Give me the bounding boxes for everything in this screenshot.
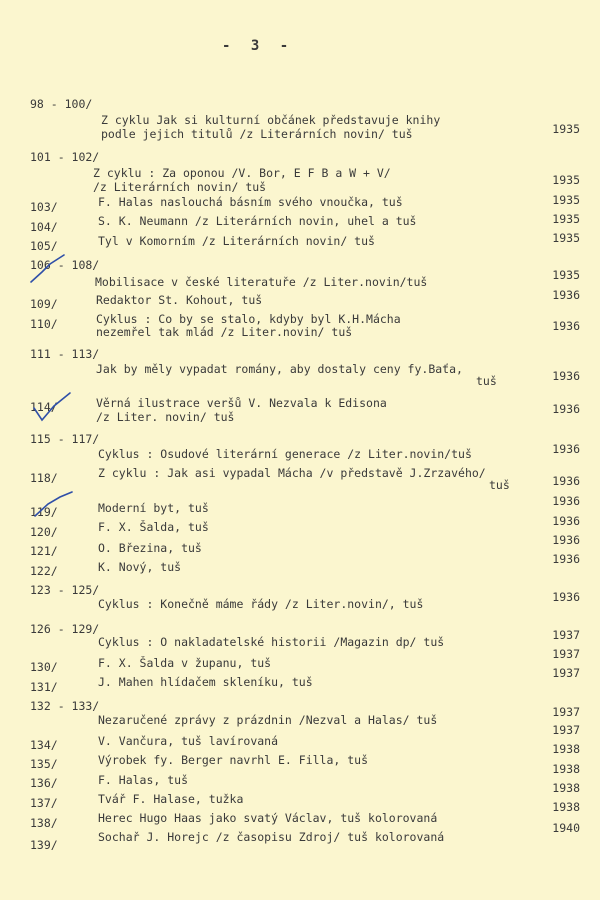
entry-year: 1936 [552,402,580,416]
entry-title-line: nezemřel tak mlád /z Liter.novin/ tuš [96,325,353,339]
entry-number: 123 - 125/ [30,583,100,597]
entry-title-line: Mobilisace v české literatuře /z Liter.novin/tuš [95,275,428,289]
entry-year: 1935 [552,212,580,226]
entry-number: 104/ [30,220,58,234]
check-mark-icon [30,390,74,426]
entry-number: 135/ [30,757,58,771]
entry-year: 1938 [552,800,580,814]
entry-year: 1935 [552,122,580,136]
entry-title-line: O. Březina, tuš [98,541,202,555]
entry-title-line: Cyklus : Konečně máme řády /z Liter.novin/, tuš [98,597,424,611]
entry-title-line: Redaktor St. Kohout, tuš [96,293,263,307]
entry-year: 1936 [552,533,580,547]
entry-year: 1935 [552,193,580,207]
entry-year: 1936 [552,442,580,456]
entry-year: 1937 [552,723,580,737]
entry-title-line: tuš [489,478,510,492]
entry-year: 1936 [552,552,580,566]
entry-number: 119/ [30,505,58,519]
entry-title-line: F. Halas, tuš [98,773,189,787]
entry-number: 122/ [30,564,58,578]
entry-number: 114/ [30,400,58,414]
entry-year: 1937 [552,647,580,661]
entry-number: 103/ [30,200,58,214]
entry-number: 137/ [30,796,58,810]
entry-title-line: /z Literárních novin/ tuš [93,180,267,194]
entry-year: 1936 [552,514,580,528]
entry-number: 98 - 100/ [30,97,93,111]
entry-year: 1937 [552,628,580,642]
entry-number: 131/ [30,680,58,694]
entry-number: 105/ [30,239,58,253]
entry-year: 1940 [552,821,580,835]
entry-number: 106 - 108/ [30,258,100,272]
entry-year: 1937 [552,666,580,680]
entry-title-line: Z cyklu : Jak asi vypadal Mácha /v představě J.Zrzavého/ [98,466,486,480]
entry-year: 1938 [552,762,580,776]
entry-year: 1935 [552,268,580,282]
page-number: - 3 - [222,38,295,54]
entry-number: 139/ [30,838,58,852]
entry-title-line: S. K. Neumann /z Literárních novin, uhel a tuš [98,214,417,228]
entry-year: 1936 [552,590,580,604]
entry-year: 1936 [552,288,580,302]
entry-title-line: podle jejich titulů /z Literárních novin/ tuš [101,127,413,141]
entry-title-line: /z Liter. novin/ tuš [96,410,235,424]
entry-title-line: Sochař J. Horejc /z časopisu Zdroj/ tuš kolorovaná [98,830,445,844]
entry-year: 1936 [552,474,580,488]
entry-number: 120/ [30,525,58,539]
entry-year: 1938 [552,781,580,795]
entry-number: 134/ [30,738,58,752]
entry-number: 118/ [30,471,58,485]
entry-title-line: F. X. Šalda, tuš [98,520,209,534]
entry-title-line: Cyklus : Osudové literární generace /z Liter.novin/tuš [98,447,472,461]
entry-number: 138/ [30,816,58,830]
entry-title-line: Věrná ilustrace veršů V. Nezvala k Edisona [96,396,387,410]
entry-title-line: F. X. Šalda v županu, tuš [98,656,272,670]
entry-number: 109/ [30,297,58,311]
check-mark-icon [32,490,76,520]
entry-number: 111 - 113/ [30,347,100,361]
entry-year: 1936 [552,369,580,383]
entry-year: 1935 [552,173,580,187]
entry-title-line: Z cyklu : Za oponou /V. Bor, E F B a W + V/ [93,166,391,180]
entry-number: 126 - 129/ [30,622,100,636]
entry-title-line: J. Mahen hlídačem skleníku, tuš [98,675,313,689]
entry-title-line: F. Halas naslouchá básním svého vnoučka, tuš [98,195,403,209]
entry-number: 130/ [30,660,58,674]
entry-number: 132 - 133/ [30,699,100,713]
entry-number: 115 - 117/ [30,432,100,446]
entry-number: 121/ [30,544,58,558]
entry-title-line: Z cyklu Jak si kulturní občánek představuje knihy [101,113,441,127]
entry-number: 136/ [30,776,58,790]
entry-title-line: Nezaručené zprávy z prázdnin /Nezval a Halas/ tuš [98,713,438,727]
entry-title-line: tuš [476,374,497,388]
entry-year: 1936 [552,494,580,508]
entry-title-line: Tvář F. Halase, tužka [98,792,244,806]
entry-year: 1936 [552,319,580,333]
entry-year: 1935 [552,231,580,245]
entry-year: 1938 [552,742,580,756]
check-mark-icon [28,252,68,286]
entry-title-line: Tyl v Komorním /z Literárních novin/ tuš [98,234,375,248]
entry-year: 1937 [552,705,580,719]
entry-number: 110/ [30,317,58,331]
entry-number: 101 - 102/ [30,150,100,164]
entry-title-line: Cyklus : O nakladatelské historii /Magazin dp/ tuš [98,635,445,649]
entry-title-line: Herec Hugo Haas jako svatý Václav, tuš kolorovaná [98,811,438,825]
entry-title-line: K. Nový, tuš [98,560,182,574]
entry-title-line: Jak by měly vypadat romány, aby dostaly ceny fy.Baťa, [96,362,463,376]
entry-title-line: Cyklus : Co by se stalo, kdyby byl K.H.Mácha [96,312,401,326]
entry-title-line: Výrobek fy. Berger navrhl E. Filla, tuš [98,753,369,767]
entry-title-line: V. Vančura, tuš lavírovaná [98,734,279,748]
entry-title-line: Moderní byt, tuš [98,501,209,515]
